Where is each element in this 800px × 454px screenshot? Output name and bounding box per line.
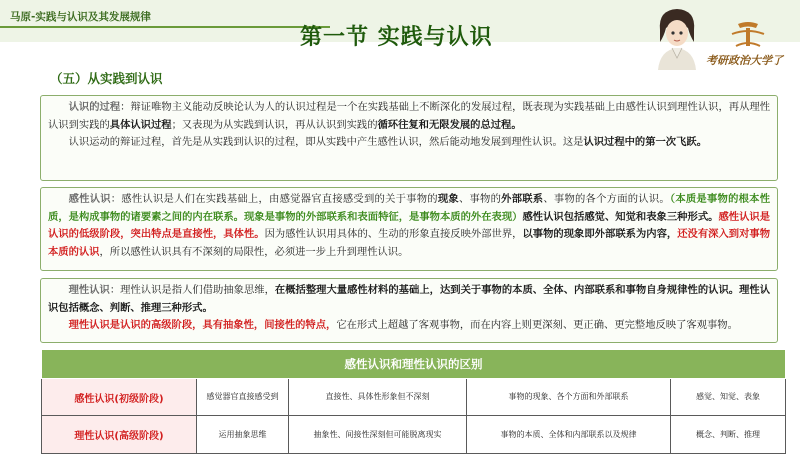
red-highlight: 感性认识是认识的低级阶段，突出特点是直接性，具体性。 <box>48 210 771 240</box>
text: 因为感性认识用具体的、生动的形象直接反映外部世界， <box>264 228 523 240</box>
table-cell: 运用抽象思维 <box>197 416 289 454</box>
table-cell: 概念、判断、推理 <box>671 416 786 454</box>
red-highlight: 还没有深入到对事物本质的认识 <box>48 228 771 258</box>
green-note: （本质是事物的根本性质，是构成事物的诸要素之间的内在联系。现象是事物的外部联系和表面特征，是事物本质的外在表现） <box>48 193 771 223</box>
table-cell: 感觉、知觉、表象 <box>671 379 786 416</box>
row-header: 理性认识(高级阶段) <box>42 416 197 454</box>
red-highlight: 理性认识是认识的高级阶段，具有抽象性，间接性的特点， <box>68 319 337 331</box>
table-cell: 直接性、具体性形象但不深刻 <box>289 379 467 416</box>
text: 、事物的 <box>458 193 502 205</box>
perceptual-paragraph <box>48 191 770 261</box>
table-row <box>42 379 786 416</box>
section-heading: （五）从实践到认识 <box>50 71 163 86</box>
emphasis: 外部联系 <box>501 193 544 205</box>
rational-paragraph-2 <box>48 317 770 335</box>
table-cell: 事物的现象、各个方面和外部联系 <box>467 379 671 416</box>
process-paragraph-2 <box>48 134 770 152</box>
table-cell: 感觉器官直接感受到 <box>197 379 289 416</box>
emphasis: 认识过程中的第一次飞跃。 <box>583 136 707 148</box>
cognition-process-box <box>40 95 778 181</box>
text: 、事物的各个方面的认识。 <box>543 193 670 205</box>
emphasis: 现象 <box>437 193 459 205</box>
text: ；又表现为从实践到认识，再从认识到实践的 <box>171 118 378 131</box>
text: ，所以感性认识具有不深刻的局限性，必须进一步上升到理性认识。 <box>99 245 409 258</box>
text: 认识运动的辩证过程，首先是从实践到认识的过程，即从实践中产生感性认识，然后能动地发展到理性认识。这是 <box>68 136 584 148</box>
row-header: 感性认识(初级阶段) <box>42 379 197 416</box>
emphasis: 以事物的现象即外部联系为内容， <box>522 228 678 240</box>
table-cell: 事物的本质、全体和内部联系以及规律 <box>467 416 671 454</box>
teacher-avatar <box>654 6 700 70</box>
perceptual-label: 感性认识 <box>68 193 111 205</box>
emphasis: 在概括整理大量感性材料的基础上，达到关于事物的本质、全体、内部联系和事物自身规律性的认识。理性认识包括概念、判断、推理三种形式。 <box>48 284 771 314</box>
text: ：理性认识是指人们借助抽象思维， <box>109 284 275 296</box>
process-label: 认识的过程 <box>68 101 121 113</box>
text: ：辩证唯物主义能动反映论认为人的认识过程是一个在实践基础上不断深化的发展过程，既表现为实践基础上由感性认识到理性认识，再从理性认识到实践的 <box>48 101 770 131</box>
table-row <box>42 416 786 454</box>
process-paragraph-1 <box>48 99 770 134</box>
table-title: 感性认识和理性认识的区别 <box>42 350 786 379</box>
header-divider <box>0 26 330 28</box>
rational-paragraph-1 <box>48 282 770 317</box>
page-title: 第一节 实践与认识 <box>300 25 493 50</box>
text: 它在形式上超越了客观事物，而在内容上则更深刻、更正确、更完整地反映了客观事物。 <box>336 319 738 331</box>
rational-label: 理性认识 <box>68 284 110 296</box>
course-label: 马原-实践与认识及其发展规律 <box>10 11 151 23</box>
comparison-table <box>41 349 785 446</box>
table-cell: 抽象性、间接性深刻但可能脱离现实 <box>289 416 467 454</box>
text: ：感性认识是人们在实践基础上，由感觉器官直接感受到的关于事物的 <box>110 193 438 205</box>
logo-text: 考研政治大学了 <box>706 54 783 67</box>
rational-cognition-box <box>40 278 778 343</box>
emphasis: 具体认识过程 <box>109 118 172 131</box>
perceptual-cognition-box <box>40 187 778 271</box>
emphasis: 感性认识包括感觉、知觉和表象三种形式。 <box>522 210 719 223</box>
emphasis: 循环往复和无限发展的总过程。 <box>377 118 522 131</box>
